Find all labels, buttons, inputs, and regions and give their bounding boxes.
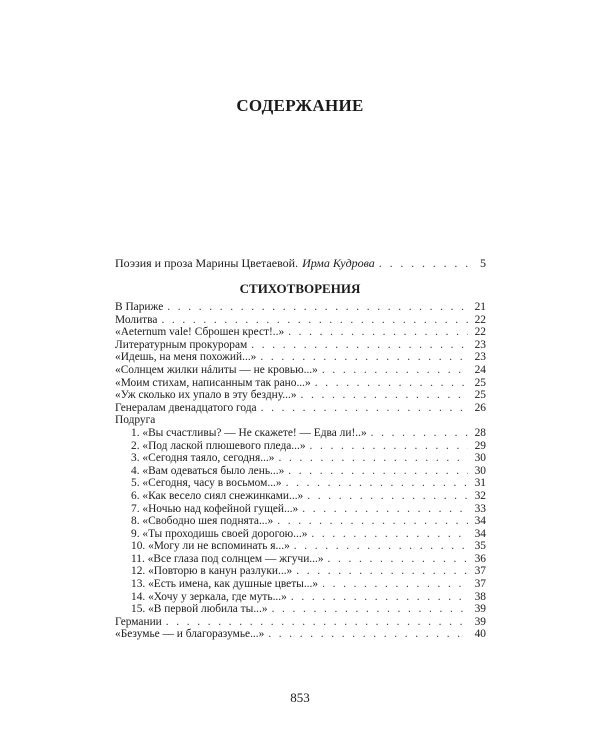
- dot-leader: [371, 427, 468, 440]
- intro-text: Поэзия и проза Марины Цветаевой.: [115, 256, 299, 270]
- toc-entry-title: Генералам двенадцатого года: [115, 401, 257, 414]
- toc-entry-page: 32: [474, 489, 486, 502]
- dot-leader: [278, 452, 468, 465]
- toc-entry-title: «Идешь, на меня похожий...»: [115, 351, 257, 364]
- intro-entry: [115, 256, 486, 270]
- page-number: 853: [290, 690, 310, 705]
- toc-entry-page: 38: [474, 590, 486, 603]
- toc-entry-page: 23: [474, 351, 486, 364]
- toc-entry-title: Подруга: [115, 414, 156, 427]
- dot-leader: [310, 440, 468, 453]
- toc-entry-page: 33: [474, 502, 486, 515]
- toc-row: [115, 578, 486, 591]
- toc-row: [115, 351, 486, 364]
- toc-row: [115, 414, 486, 427]
- toc-entry-title: В Париже: [115, 301, 164, 313]
- toc-row: [115, 490, 486, 503]
- toc-entry-page: 28: [474, 426, 486, 439]
- toc-entry-title: 3. «Сегодня таяло, сегодня...»: [131, 452, 275, 465]
- toc-entry-title: «Моим стихам, написанным так рано...»: [115, 376, 311, 389]
- dot-leader: [268, 628, 468, 641]
- dot-leader: [291, 591, 468, 604]
- dot-leader: [261, 402, 468, 415]
- toc-entry-title: 5. «Сегодня, часу в восьмом...»: [131, 477, 282, 490]
- toc-entry-title: «Aeternum vale! Сброшен крест!..»: [115, 326, 285, 339]
- intro-author: Ирма Кудрова: [302, 256, 375, 270]
- toc-row: [115, 465, 486, 478]
- page-title: СОДЕРЖАНИЕ: [236, 96, 364, 115]
- toc-row: [115, 628, 486, 641]
- dot-leader: [260, 351, 468, 364]
- toc-entry-page: 37: [474, 565, 486, 578]
- toc-entry-page: 29: [474, 439, 486, 452]
- toc-entry-title: 14. «Хочу у зеркала, где муть...»: [131, 590, 287, 603]
- toc-entry-title: Литературным прокурорам: [115, 338, 248, 351]
- dot-leader: [288, 465, 468, 478]
- toc-row: [115, 389, 486, 402]
- dot-leader: [307, 490, 468, 503]
- dot-leader: [167, 301, 468, 314]
- toc-entry-page: 37: [474, 578, 486, 591]
- toc-row: [115, 616, 486, 629]
- dot-leader: [251, 339, 468, 352]
- toc-row: [115, 540, 486, 553]
- toc-entry-page: 26: [474, 401, 486, 414]
- dot-leader: [379, 256, 468, 270]
- intro-page: 5: [480, 256, 486, 270]
- dot-leader: [272, 603, 468, 616]
- dot-leader: [315, 377, 468, 390]
- toc-entry-page: 22: [474, 313, 486, 326]
- toc-row: [115, 603, 486, 616]
- toc-row: [115, 553, 486, 566]
- toc-entry-title: 13. «Есть имена, как душные цветы...»: [131, 578, 319, 591]
- toc-entry-title: «Солнцем жилки нáлиты — не кровью...»: [115, 363, 318, 376]
- toc-row: [115, 427, 486, 440]
- toc-entry-page: 36: [474, 552, 486, 565]
- toc-entry-page: 34: [474, 527, 486, 540]
- toc-row: [115, 339, 486, 352]
- toc-entry-title: Молитва: [115, 313, 158, 326]
- toc-row: [115, 326, 486, 339]
- toc-entry-title: 1. «Вы счастливы? — Не скажете! — Едва ли!..»: [131, 426, 367, 439]
- toc-entry-page: 30: [474, 452, 486, 465]
- toc-entry-title: 11. «Все глаза под солнцем — жгучи...»: [131, 552, 324, 565]
- toc-entry-title: 10. «Могу ли не вспоминать я...»: [131, 540, 290, 553]
- toc-entry-page: 22: [474, 326, 486, 339]
- toc-entry-page: 21: [474, 301, 486, 313]
- toc-row: [115, 452, 486, 465]
- dot-leader: [296, 565, 468, 578]
- toc-entry-title: 6. «Как весело сиял снежинками...»: [131, 489, 304, 502]
- toc-entry-title: 9. «Ты проходишь своей дорогою...»: [131, 527, 308, 540]
- toc-row: [115, 503, 486, 516]
- toc-entry-title: 15. «В первой любила ты...»: [131, 603, 268, 616]
- dot-leader: [328, 553, 468, 566]
- toc-row: [115, 314, 486, 327]
- toc-entry-page: 31: [474, 477, 486, 490]
- dot-leader: [322, 578, 468, 591]
- toc-row: [115, 515, 486, 528]
- dot-leader: [322, 364, 468, 377]
- toc-entry-page: 25: [474, 376, 486, 389]
- toc-entry-page: 25: [474, 389, 486, 402]
- dot-leader: [277, 515, 468, 528]
- toc-row: [115, 256, 486, 270]
- toc-entry-title: 8. «Свободно шея поднята...»: [131, 515, 274, 528]
- toc-list: [115, 301, 486, 641]
- toc-row: [115, 301, 486, 314]
- toc-row: [115, 528, 486, 541]
- toc-row: [115, 440, 486, 453]
- section-title: СТИХОТВОРЕНИЯ: [239, 281, 361, 296]
- toc-entry-page: 35: [474, 540, 486, 553]
- toc-entry-title: 4. «Вам одеваться было лень...»: [131, 464, 285, 477]
- toc-entry-page: 34: [474, 515, 486, 528]
- toc-row: [115, 477, 486, 490]
- dot-leader: [294, 540, 468, 553]
- toc-entry-page: 30: [474, 464, 486, 477]
- toc-row: [115, 591, 486, 604]
- toc-entry-title: Германии: [115, 615, 162, 628]
- dot-leader: [311, 528, 468, 541]
- toc-entry-page: 39: [474, 603, 486, 616]
- toc-entry-title: «Уж сколько их упало в эту бездну...»: [115, 389, 297, 402]
- toc-row: [115, 402, 486, 415]
- dot-leader: [166, 616, 468, 629]
- dot-leader: [286, 477, 468, 490]
- dot-leader: [302, 503, 468, 516]
- dot-leader: [301, 389, 468, 402]
- toc-row: [115, 364, 486, 377]
- toc-row: [115, 377, 486, 390]
- toc-entry-page: 24: [474, 363, 486, 376]
- dot-leader: [288, 326, 468, 339]
- toc-entry-page: 40: [474, 628, 486, 641]
- toc-entry-page: 23: [474, 338, 486, 351]
- toc-entry-title: 7. «Ночью над кофейной гущей...»: [131, 502, 299, 515]
- toc-row: [115, 565, 486, 578]
- toc-entry-title: 12. «Повторю в канун разлуки...»: [131, 565, 293, 578]
- toc-entry-title: «Безумье — и благоразумье...»: [115, 628, 265, 641]
- toc-entry-page: 39: [474, 615, 486, 628]
- toc-entry-title: 2. «Под лаской плюшевого пледа...»: [131, 439, 306, 452]
- dot-leader: [161, 314, 468, 327]
